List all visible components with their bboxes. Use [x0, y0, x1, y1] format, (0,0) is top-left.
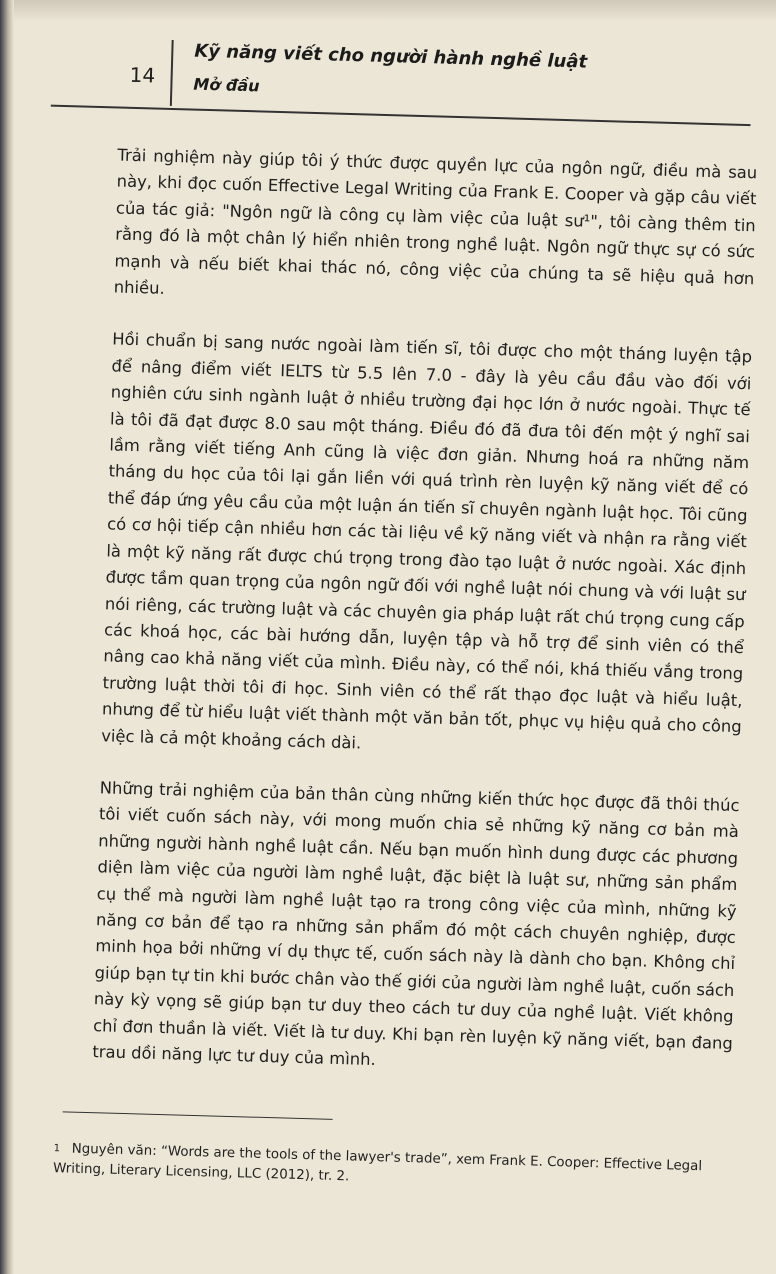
running-header-title: Kỹ năng viết cho người hành nghề luật [194, 40, 588, 73]
header-horizontal-rule [51, 105, 751, 127]
header-vertical-rule [170, 40, 174, 106]
footnote-text: Nguyên văn: “Words are the tools of the lawyer's trade”, xem Frank E. Cooper: Effective Legal Writing, Literary Licensing, LLC (2012), tr. 2. [52, 1141, 703, 1185]
footnote-rule [63, 1111, 333, 1120]
paragraph-2: Hồi chuẩn bị sang nước ngoài làm tiến sĩ, tôi được cho một tháng luyện tập để nâng điểm viết IELTS từ 5.5 lên 7.0 - đây là yêu cầu đầu vào đối với nghiên cứu sinh ngành luật ở nhiều trường đại học lớn ở nước ngoài. Thực tế là tôi đã đạt được 8.0 sau một tháng. Điều đó đã đưa tôi đến một ý nghĩ sai lầm rằng viết tiếng Anh cũng là việc đơn giản. Nhưng hoá ra những năm tháng du học của tôi lại gắn liền với quá trình rèn luyện kỹ năng viết để có thể đáp ứng yêu cầu của một luận án tiến sĩ chuyên ngành luật học. Tôi cũng có cơ hội tiếp cận nhiều hơn các tài liệu về kỹ năng viết và nhận ra rằng viết là một kỹ năng rất được chú trọng trong đào tạo luật ở nước ngoài. Xác định được tầm quan trọng của ngôn ngữ đối với nghề luật nói chung và với luật sư nói riêng, các trường luật và các chuyên gia pháp luật rất chú trọng cung cấp các khoá học, các bài hướng dẫn, luyện tập và hỗ trợ để sinh viên có thể nâng cao khả năng viết của mình. Điều này, có thể nói, khá thiếu vắng trong trường luật thời tôi đi học. Sinh viên có thể rất thạo đọc luật và hiểu luật, nhưng để từ hiểu luật viết thành một văn bản tốt, phục vụ hiệu quả cho công việc là cả một khoảng cách dài. [100, 329, 753, 753]
paragraph-3: Những trải nghiệm của bản thân cùng những kiến thức học được đã thôi thúc tôi viết cuốn sách này, với mong muốn chia sẻ những kỹ năng cơ bản mà những người hành nghề luật cần. Nếu bạn muốn hình dung được các phương diện làm việc của người làm nghề luật, đặc biệt là luật sư, những sản phẩm cụ thể mà người làm nghề luật tạo ra trong công việc của mình, những kỹ năng cơ bản để tạo ra những sản phẩm đó một cách chuyên nghiệp, được minh họa bởi những ví dụ thực tế, cuốn sách này là dành cho bạn. Không chỉ giúp bạn tự tin khi bước chân vào thế giới của người làm nghề luật, cuốn sách này kỳ vọng sẽ giúp bạn tư duy theo cách tư duy của nghề luật. Viết không chỉ đơn thuần là viết. Viết là tư duy. Khi bạn rèn luyện kỹ năng viết, bạn đang trau dồi năng lực tư duy của mình. [92, 778, 740, 1070]
page-number: 14 [129, 62, 156, 88]
body-text [91, 142, 757, 1109]
footnote [53, 1139, 734, 1198]
paragraph-1: Trải nghiệm này giúp tôi ý thức được quyền lực của ngôn ngữ, điều mà sau này, khi đọc cuốn Effective Legal Writing của Frank E. Cooper và gặp câu viết của tác giả: "Ngôn ngữ là công cụ làm việc của luật sư¹", tôi càng thêm tin rằng đó là một chân lý hiển nhiên trong nghề luật. Ngôn ngữ thực sự có sức mạnh và nếu biết khai thác nó, công việc của chúng ta sẽ hiệu quả hơn nhiều. [113, 145, 758, 298]
footnote-mark: 1 [53, 1143, 61, 1155]
running-header-chapter: Mở đầu [193, 74, 260, 96]
